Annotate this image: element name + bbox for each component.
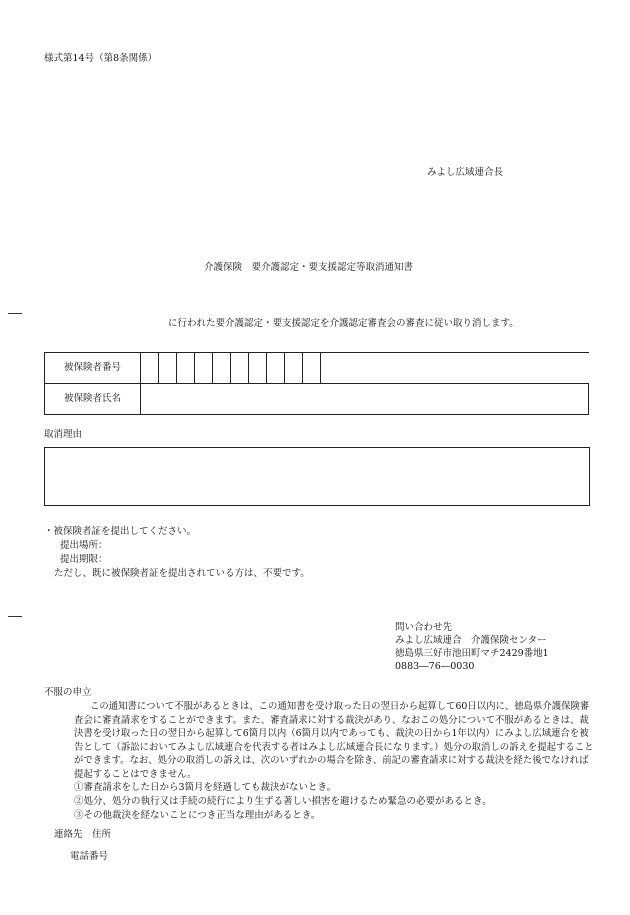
submission-place-label: 提出場所：: [60, 540, 108, 551]
digit-cell[interactable]: [249, 353, 267, 384]
digit-cell[interactable]: [177, 353, 195, 384]
appeal-body: この通知書について不服があるときは、この通知書を受け取った日の翌日から起算して60日以内に、徳島県介護保険審査会に審査請求をすることができます。また、審査請求に対する裁決があり、なおこの処分について不服があるときは、裁決書を受け取った日の翌日から起算して6箇月以内（6箇月以内であっても、裁決の日から1年以内）にみよし広域連合を被告として（訴訟においてみよし広域連合を代表する者はみよし広域連合長になります。）処分の取消しの訴えを提起することができます。なお、処分の取消しの訴えは、次のいずれかの場合を除き、前記の審査請求に対する裁決を経た後でなければ提起することはできません。: [74, 701, 594, 780]
appeal-heading: 不服の申立: [44, 687, 92, 698]
insured-name-row: [45, 384, 589, 415]
form-number: 様式第14号（第8条関係）: [44, 53, 158, 64]
margin-mark-bottom: [8, 616, 22, 617]
appeal-item-1: ①審査請求をした日から3箇月を経過しても裁決がないとき。: [74, 782, 337, 793]
submission-note: ただし、既に被保険者証を提出されている方は、不要です。: [54, 568, 310, 579]
footer-phone-label: 電話番号: [70, 851, 109, 862]
insured-info-table: [44, 352, 589, 415]
number-blank: [321, 353, 589, 384]
footer-contact-label: 連絡先 住所: [54, 829, 112, 840]
digit-cell[interactable]: [303, 353, 321, 384]
insured-number-label: 被保険者番号: [45, 353, 141, 384]
insured-name-field[interactable]: [141, 384, 589, 415]
contact-address: 徳島県三好市池田町マチ2429番地1: [395, 648, 549, 659]
contact-phone: 0883―76―0030: [395, 661, 475, 672]
digit-cell[interactable]: [159, 353, 177, 384]
appeal-item-2: ②処分、処分の執行又は手続の続行により生ずる著しい損害を避けるため緊急の必要があるとき。: [74, 796, 492, 807]
issuer-name: みよし広域連合長: [427, 167, 504, 178]
reason-box[interactable]: [44, 447, 590, 506]
digit-cell[interactable]: [231, 353, 249, 384]
insured-number-row: [45, 353, 589, 384]
contact-org: みよし広域連合 介護保険センター: [395, 635, 547, 646]
margin-mark-top: [8, 313, 22, 314]
submission-instruction: ・被保険者証を提出してください。: [44, 526, 197, 537]
insured-name-label: 被保険者氏名: [45, 384, 141, 415]
reason-label: 取消理由: [44, 429, 83, 440]
document-title: 介護保険 要介護認定・要支援認定等取消通知書: [204, 262, 414, 273]
appeal-item-3: ③その他裁決を経ないことにつき正当な理由があるとき。: [74, 810, 321, 821]
digit-cell[interactable]: [285, 353, 303, 384]
digit-cell[interactable]: [213, 353, 231, 384]
intro-text: に行われた要介護認定・要支援認定を介護認定審査会の審査に従い取り消します。: [168, 318, 519, 329]
contact-heading: 問い合わせ先: [395, 622, 453, 633]
digit-cell[interactable]: [141, 353, 159, 384]
digit-cell[interactable]: [195, 353, 213, 384]
submission-deadline-label: 提出期限：: [60, 554, 108, 565]
digit-cell[interactable]: [267, 353, 285, 384]
